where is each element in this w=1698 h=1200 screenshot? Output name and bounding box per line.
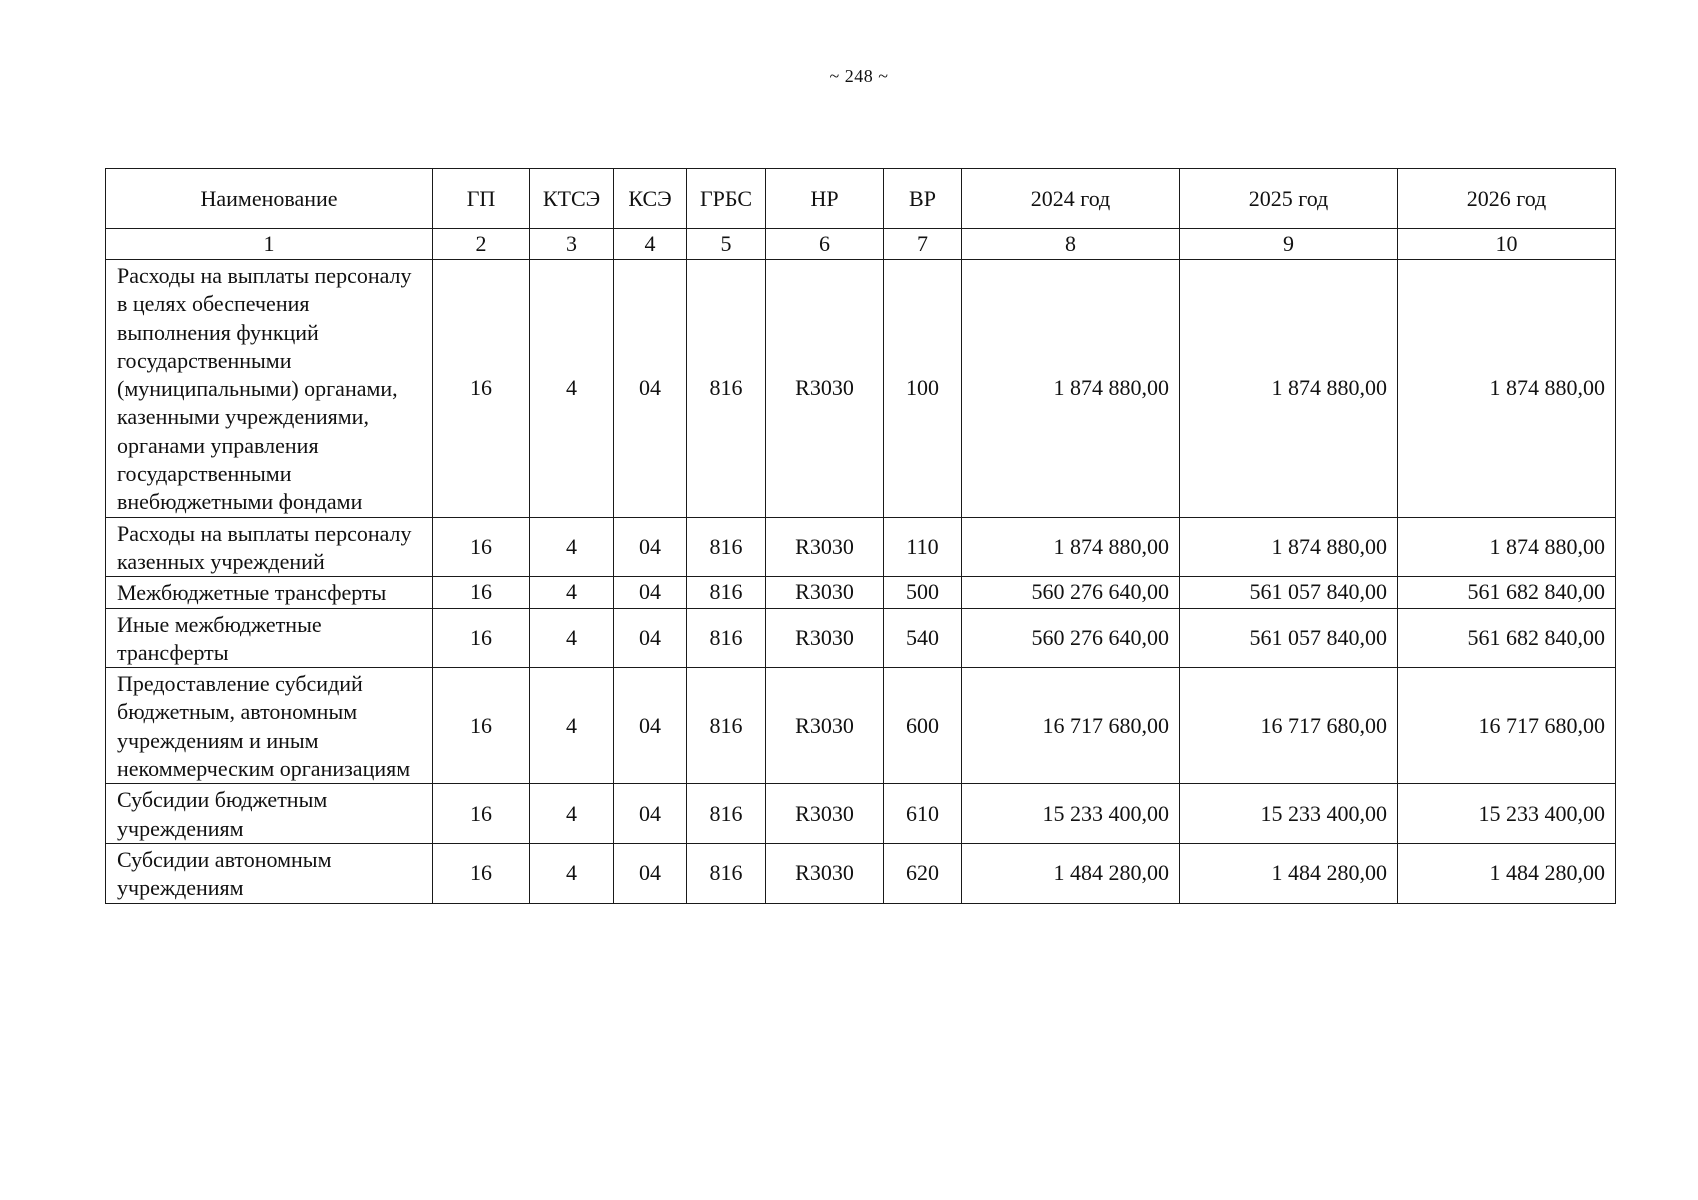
ktse-cell: 4 xyxy=(530,843,614,903)
amount-2025-cell: 561 057 840,00 xyxy=(1180,577,1398,608)
table-row xyxy=(106,260,1616,518)
column-number-cell: 7 xyxy=(884,229,962,260)
column-number-cell: 2 xyxy=(433,229,530,260)
header-cell: ГП xyxy=(433,169,530,229)
row-name-cell: Субсидии бюджетным учреждениям xyxy=(106,784,433,844)
nr-cell: R3030 xyxy=(766,668,884,784)
header-cell: КТСЭ xyxy=(530,169,614,229)
row-name-cell: Иные межбюджетные трансферты xyxy=(106,608,433,668)
vr-cell: 500 xyxy=(884,577,962,608)
amount-2024-cell: 1 484 280,00 xyxy=(962,843,1180,903)
amount-2025-cell: 1 874 880,00 xyxy=(1180,260,1398,518)
gp-cell: 16 xyxy=(433,517,530,577)
grbs-cell: 816 xyxy=(687,784,766,844)
kse-cell: 04 xyxy=(614,517,687,577)
nr-cell: R3030 xyxy=(766,577,884,608)
column-number-cell: 4 xyxy=(614,229,687,260)
header-cell: ГРБС xyxy=(687,169,766,229)
header-cell: Наименование xyxy=(106,169,433,229)
vr-cell: 610 xyxy=(884,784,962,844)
nr-cell: R3030 xyxy=(766,784,884,844)
grbs-cell: 816 xyxy=(687,577,766,608)
column-number-cell: 10 xyxy=(1398,229,1616,260)
gp-cell: 16 xyxy=(433,668,530,784)
vr-cell: 100 xyxy=(884,260,962,518)
vr-cell: 110 xyxy=(884,517,962,577)
grbs-cell: 816 xyxy=(687,608,766,668)
amount-2026-cell: 1 874 880,00 xyxy=(1398,517,1616,577)
vr-cell: 620 xyxy=(884,843,962,903)
ktse-cell: 4 xyxy=(530,517,614,577)
kse-cell: 04 xyxy=(614,843,687,903)
ktse-cell: 4 xyxy=(530,608,614,668)
amount-2026-cell: 15 233 400,00 xyxy=(1398,784,1616,844)
ktse-cell: 4 xyxy=(530,784,614,844)
column-number-cell: 3 xyxy=(530,229,614,260)
column-number-cell: 9 xyxy=(1180,229,1398,260)
amount-2026-cell: 561 682 840,00 xyxy=(1398,608,1616,668)
nr-cell: R3030 xyxy=(766,608,884,668)
column-number-cell: 8 xyxy=(962,229,1180,260)
table-row xyxy=(106,577,1616,608)
ktse-cell: 4 xyxy=(530,668,614,784)
budget-table xyxy=(105,168,1616,904)
grbs-cell: 816 xyxy=(687,517,766,577)
kse-cell: 04 xyxy=(614,608,687,668)
header-cell: ВР xyxy=(884,169,962,229)
column-number-row xyxy=(106,229,1616,260)
amount-2026-cell: 1 874 880,00 xyxy=(1398,260,1616,518)
header-cell: НР xyxy=(766,169,884,229)
column-number-cell: 6 xyxy=(766,229,884,260)
ktse-cell: 4 xyxy=(530,577,614,608)
row-name-cell: Межбюджетные трансферты xyxy=(106,577,433,608)
header-cell: 2025 год xyxy=(1180,169,1398,229)
kse-cell: 04 xyxy=(614,784,687,844)
amount-2025-cell: 15 233 400,00 xyxy=(1180,784,1398,844)
gp-cell: 16 xyxy=(433,608,530,668)
table-row xyxy=(106,784,1616,844)
table-row xyxy=(106,608,1616,668)
vr-cell: 600 xyxy=(884,668,962,784)
amount-2025-cell: 561 057 840,00 xyxy=(1180,608,1398,668)
amount-2025-cell: 1 484 280,00 xyxy=(1180,843,1398,903)
row-name-cell: Расходы на выплаты персоналу в целях обеспечения выполнения функций государственными (муниципальными) органами, казенными учреждениями, органами управления государственными внебюджетными фондами xyxy=(106,260,433,518)
header-cell: 2026 год xyxy=(1398,169,1616,229)
amount-2025-cell: 1 874 880,00 xyxy=(1180,517,1398,577)
amount-2025-cell: 16 717 680,00 xyxy=(1180,668,1398,784)
amount-2026-cell: 1 484 280,00 xyxy=(1398,843,1616,903)
grbs-cell: 816 xyxy=(687,260,766,518)
gp-cell: 16 xyxy=(433,577,530,608)
table-row xyxy=(106,517,1616,577)
nr-cell: R3030 xyxy=(766,843,884,903)
header-cell: КСЭ xyxy=(614,169,687,229)
column-number-cell: 1 xyxy=(106,229,433,260)
amount-2026-cell: 16 717 680,00 xyxy=(1398,668,1616,784)
nr-cell: R3030 xyxy=(766,260,884,518)
gp-cell: 16 xyxy=(433,784,530,844)
row-name-cell: Предоставление субсидий бюджетным, автономным учреждениям и иным некоммерческим организациям xyxy=(106,668,433,784)
amount-2024-cell: 560 276 640,00 xyxy=(962,577,1180,608)
page-number: ~ 248 ~ xyxy=(829,66,889,86)
grbs-cell: 816 xyxy=(687,668,766,784)
amount-2024-cell: 560 276 640,00 xyxy=(962,608,1180,668)
vr-cell: 540 xyxy=(884,608,962,668)
row-name-cell: Расходы на выплаты персоналу казенных учреждений xyxy=(106,517,433,577)
column-number-cell: 5 xyxy=(687,229,766,260)
row-name-cell: Субсидии автономным учреждениям xyxy=(106,843,433,903)
table-row xyxy=(106,843,1616,903)
nr-cell: R3030 xyxy=(766,517,884,577)
gp-cell: 16 xyxy=(433,260,530,518)
amount-2026-cell: 561 682 840,00 xyxy=(1398,577,1616,608)
kse-cell: 04 xyxy=(614,668,687,784)
amount-2024-cell: 15 233 400,00 xyxy=(962,784,1180,844)
header-row xyxy=(106,169,1616,229)
amount-2024-cell: 1 874 880,00 xyxy=(962,517,1180,577)
gp-cell: 16 xyxy=(433,843,530,903)
kse-cell: 04 xyxy=(614,577,687,608)
kse-cell: 04 xyxy=(614,260,687,518)
table-row xyxy=(106,668,1616,784)
amount-2024-cell: 16 717 680,00 xyxy=(962,668,1180,784)
amount-2024-cell: 1 874 880,00 xyxy=(962,260,1180,518)
header-cell: 2024 год xyxy=(962,169,1180,229)
grbs-cell: 816 xyxy=(687,843,766,903)
ktse-cell: 4 xyxy=(530,260,614,518)
